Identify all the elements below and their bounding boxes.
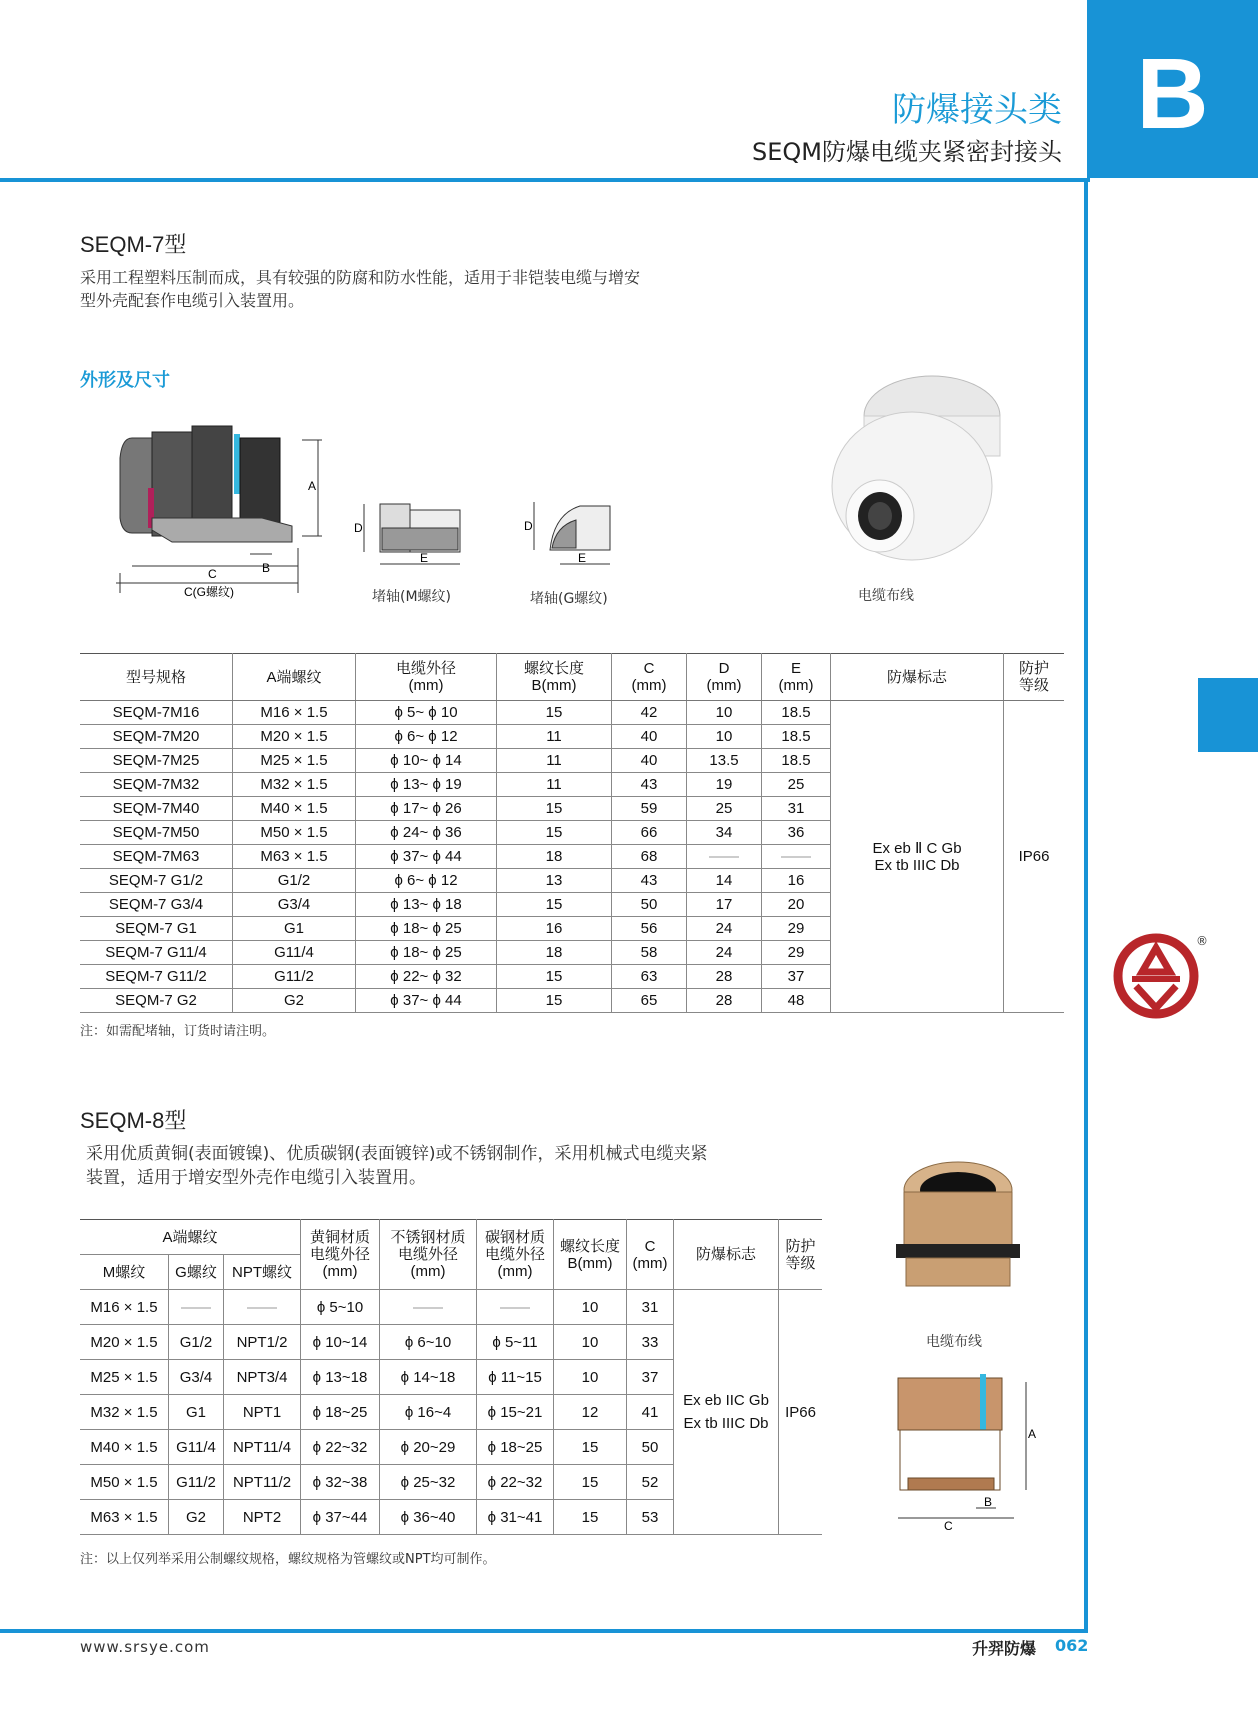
col-stainless: 不锈钢材质 电缆外径 (mm) [380, 1220, 477, 1290]
table-row [80, 701, 1064, 725]
seqm8-title: SEQM-8型 [80, 1108, 187, 1133]
table-cell: ϕ 17~ ϕ 26 [356, 797, 497, 821]
table-cell: 43 [612, 773, 687, 797]
table-cell: 37 [627, 1360, 674, 1395]
table-cell: 14 [687, 869, 762, 893]
table-cell: 18.5 [762, 725, 831, 749]
table-cell: ϕ 32~38 [301, 1465, 380, 1500]
table-cell: ϕ 16~4 [380, 1395, 477, 1430]
table-cell: G1 [169, 1395, 224, 1430]
ex-mark-cell [674, 1290, 779, 1535]
table-cell: 48 [762, 989, 831, 1013]
table-cell: 10 [554, 1290, 627, 1325]
table-cell: SEQM-7 G11/2 [80, 965, 233, 989]
table-cell: G11/4 [169, 1430, 224, 1465]
table-cell: ϕ 13~18 [301, 1360, 380, 1395]
table-cell: G1 [233, 917, 356, 941]
col-model: 型号规格 [80, 654, 233, 701]
table-cell: 16 [762, 869, 831, 893]
table-cell: 34 [687, 821, 762, 845]
plug-m-label-e: E [420, 551, 429, 565]
table-cell: 53 [627, 1500, 674, 1535]
col-carbon: 碳钢材质 电缆外径 (mm) [477, 1220, 554, 1290]
table-cell: NPT1 [224, 1395, 301, 1430]
protection-cell: IP66 [779, 1290, 823, 1535]
col-ex-mark: 防爆标志 [831, 654, 1004, 701]
table-cell: SEQM-7 G3/4 [80, 893, 233, 917]
table-cell: 25 [762, 773, 831, 797]
plug-g-label-e: E [578, 551, 587, 565]
table-cell: ϕ 5~11 [477, 1325, 554, 1360]
col-npt-thread: NPT螺纹 [224, 1255, 301, 1290]
seqm8-spec-table [80, 1219, 822, 1535]
table-cell: —— [169, 1290, 224, 1325]
table-cell: 18 [497, 845, 612, 869]
plug-m-label-d: D [354, 521, 363, 535]
table-cell: M25 × 1.5 [233, 749, 356, 773]
table-cell: 28 [687, 989, 762, 1013]
table-cell: SEQM-7M20 [80, 725, 233, 749]
seqm7-title: SEQM-7型 [80, 232, 187, 257]
caption-plug-m: 堵轴(M螺纹) [372, 589, 452, 605]
table-header-row [80, 1220, 822, 1255]
table-cell: M16 × 1.5 [80, 1290, 169, 1325]
col-protection: 防护 等级 [779, 1220, 823, 1290]
product-title: SEQM防爆电缆夹紧密封接头 [752, 138, 1062, 166]
table-cell: ϕ 15~21 [477, 1395, 554, 1430]
ex-mark-line1: Ex eb IIC Gb [683, 1392, 769, 1409]
table-cell: SEQM-7 G1 [80, 917, 233, 941]
protection-cell: IP66 [1004, 701, 1065, 1013]
table-cell: ϕ 6~ ϕ 12 [356, 725, 497, 749]
table-cell: 43 [612, 869, 687, 893]
seqm8-label-b: B [984, 1495, 993, 1509]
seqm7-product-photo [822, 356, 1022, 576]
table-cell: 19 [687, 773, 762, 797]
table-cell: SEQM-7M16 [80, 701, 233, 725]
table-cell: 11 [497, 773, 612, 797]
table-cell: ϕ 6~ ϕ 12 [356, 869, 497, 893]
col-a-thread: A端螺纹 [233, 654, 356, 701]
table-cell: 40 [612, 749, 687, 773]
col-ex-mark: 防爆标志 [674, 1220, 779, 1290]
table-cell: 15 [554, 1500, 627, 1535]
table-cell: ϕ 18~25 [301, 1395, 380, 1430]
table-cell: ϕ 37~ ϕ 44 [356, 989, 497, 1013]
table-cell: 50 [612, 893, 687, 917]
plug-m-drawing [350, 492, 470, 582]
ex-mark-line2: Ex tb IIIC Db [683, 1415, 769, 1432]
table-cell: 15 [554, 1430, 627, 1465]
table-cell: 10 [554, 1325, 627, 1360]
table-cell: NPT11/4 [224, 1430, 301, 1465]
label-cg: C(G螺纹) [184, 585, 234, 599]
seqm8-label-c: C [944, 1519, 953, 1533]
col-thread-len: 螺纹长度 B(mm) [554, 1220, 627, 1290]
table-cell: 18.5 [762, 749, 831, 773]
table-cell: 28 [687, 965, 762, 989]
table-cell: G1/2 [169, 1325, 224, 1360]
seqm7-note: 注：如需配堵轴，订货时请注明。 [80, 1024, 276, 1039]
table-cell: ϕ 18~ ϕ 25 [356, 941, 497, 965]
col-c: C (mm) [612, 654, 687, 701]
seqm8-section-drawing [890, 1366, 1040, 1536]
col-thread-len: 螺纹长度 B(mm) [497, 654, 612, 701]
table-cell: —— [380, 1290, 477, 1325]
brand-logo-icon [1112, 932, 1200, 1020]
table-cell: 42 [612, 701, 687, 725]
table-cell: M16 × 1.5 [233, 701, 356, 725]
table-cell: 31 [627, 1290, 674, 1325]
table-cell: M63 × 1.5 [233, 845, 356, 869]
category-title: 防爆接头类 [892, 90, 1062, 130]
seqm7-description-line1: 采用工程塑料压制而成，具有较强的防腐和防水性能，适用于非铠装电缆与增安 [80, 268, 641, 287]
table-cell: ϕ 22~32 [477, 1465, 554, 1500]
table-cell: NPT1/2 [224, 1325, 301, 1360]
table-cell: SEQM-7 G11/4 [80, 941, 233, 965]
table-cell: ϕ 6~10 [380, 1325, 477, 1360]
table-cell: 18.5 [762, 701, 831, 725]
table-cell: ϕ 37~ ϕ 44 [356, 845, 497, 869]
table-cell: ϕ 5~10 [301, 1290, 380, 1325]
table-cell: ϕ 14~18 [380, 1360, 477, 1395]
table-cell: M20 × 1.5 [233, 725, 356, 749]
table-cell: 15 [497, 965, 612, 989]
footer-website[interactable]: www.srsye.com [80, 1638, 210, 1656]
table-cell: 24 [687, 917, 762, 941]
right-border [1084, 178, 1088, 1633]
table-cell: 24 [687, 941, 762, 965]
col-protection: 防护 等级 [1004, 654, 1065, 701]
table-cell: 11 [497, 749, 612, 773]
table-cell: 15 [497, 893, 612, 917]
table-cell: G2 [233, 989, 356, 1013]
table-cell: —— [477, 1290, 554, 1325]
seqm8-note: 注：以上仅列举采用公制螺纹规格，螺纹规格为管螺纹或NPT均可制作。 [80, 1552, 496, 1567]
footer-divider [0, 1629, 1088, 1633]
table-cell: G11/4 [233, 941, 356, 965]
table-cell: ϕ 5~ ϕ 10 [356, 701, 497, 725]
table-cell: 58 [612, 941, 687, 965]
table-cell: SEQM-7M50 [80, 821, 233, 845]
col-c: C (mm) [627, 1220, 674, 1290]
table-cell: NPT3/4 [224, 1360, 301, 1395]
table-cell: ϕ 11~15 [477, 1360, 554, 1395]
table-cell: M40 × 1.5 [80, 1430, 169, 1465]
table-cell: ϕ 18~ ϕ 25 [356, 917, 497, 941]
page-number: 062 [1055, 1636, 1089, 1655]
ex-mark-line1: Ex eb Ⅱ C Gb [872, 840, 962, 857]
col-a-thread: A端螺纹 [80, 1220, 301, 1255]
table-cell: —— [687, 845, 762, 869]
table-cell: M63 × 1.5 [80, 1500, 169, 1535]
table-cell: 18 [497, 941, 612, 965]
ex-mark-line2: Ex tb IIIC Db [874, 857, 960, 874]
table-cell: ϕ 10~ ϕ 14 [356, 749, 497, 773]
table-cell: 25 [687, 797, 762, 821]
table-cell: 40 [612, 725, 687, 749]
table-cell: ϕ 37~44 [301, 1500, 380, 1535]
table-cell: 50 [627, 1430, 674, 1465]
table-cell: 52 [627, 1465, 674, 1500]
table-cell: —— [762, 845, 831, 869]
table-cell: NPT11/2 [224, 1465, 301, 1500]
table-cell: 20 [762, 893, 831, 917]
table-cell: —— [224, 1290, 301, 1325]
table-cell: G11/2 [169, 1465, 224, 1500]
table-row [80, 1290, 822, 1325]
table-cell: 15 [497, 821, 612, 845]
table-cell: 59 [612, 797, 687, 821]
seqm8-product-photo [888, 1156, 1028, 1306]
seqm8-description-line1: 采用优质黄铜(表面镀镍)、优质碳钢(表面镀锌)或不锈钢制作，采用机械式电缆夹紧 [86, 1144, 708, 1164]
table-cell: 12 [554, 1395, 627, 1430]
label-a: A [308, 479, 317, 493]
seqm8-photo-caption: 电缆布线 [926, 1334, 982, 1350]
table-cell: ϕ 24~ ϕ 36 [356, 821, 497, 845]
col-e: E (mm) [762, 654, 831, 701]
table-cell: 13.5 [687, 749, 762, 773]
table-cell: SEQM-7M32 [80, 773, 233, 797]
table-cell: 37 [762, 965, 831, 989]
col-brass: 黄铜材质 电缆外径 (mm) [301, 1220, 380, 1290]
table-cell: M32 × 1.5 [80, 1395, 169, 1430]
table-cell: SEQM-7 G2 [80, 989, 233, 1013]
registered-mark: ® [1196, 934, 1208, 948]
label-c: C [208, 567, 217, 581]
table-cell: ϕ 22~32 [301, 1430, 380, 1465]
table-cell: G3/4 [169, 1360, 224, 1395]
table-cell: 17 [687, 893, 762, 917]
col-cable-od: 电缆外径 (mm) [356, 654, 497, 701]
table-cell: 15 [554, 1465, 627, 1500]
caption-plug-g: 堵轴(G螺纹) [530, 591, 608, 607]
plug-g-drawing [520, 490, 620, 580]
table-cell: 33 [627, 1325, 674, 1360]
table-cell: 66 [612, 821, 687, 845]
table-cell: ϕ 18~25 [477, 1430, 554, 1465]
table-cell: 11 [497, 725, 612, 749]
table-cell: G2 [169, 1500, 224, 1535]
label-b: B [262, 561, 271, 575]
seqm8-description-line2: 装置，适用于增安型外壳作电缆引入装置用。 [86, 1168, 426, 1188]
header-divider [0, 178, 1090, 182]
table-cell: ϕ 31~41 [477, 1500, 554, 1535]
col-m-thread: M螺纹 [80, 1255, 169, 1290]
table-cell: 15 [497, 797, 612, 821]
col-g-thread: G螺纹 [169, 1255, 224, 1290]
table-cell: 16 [497, 917, 612, 941]
footer-brand: 升羿防爆 [972, 1639, 1037, 1658]
ex-mark-cell [831, 701, 1004, 1013]
section-letter: B [1136, 38, 1209, 150]
table-cell: ϕ 10~14 [301, 1325, 380, 1360]
seqm8-label-a: A [1028, 1427, 1037, 1441]
table-cell: 65 [612, 989, 687, 1013]
table-cell: 15 [497, 989, 612, 1013]
table-cell: 63 [612, 965, 687, 989]
seqm7-photo-caption: 电缆布线 [858, 588, 914, 604]
table-cell: G3/4 [233, 893, 356, 917]
table-cell: ϕ 13~ ϕ 19 [356, 773, 497, 797]
table-cell: SEQM-7M25 [80, 749, 233, 773]
table-cell: M20 × 1.5 [80, 1325, 169, 1360]
col-d: D (mm) [687, 654, 762, 701]
table-cell: M40 × 1.5 [233, 797, 356, 821]
table-cell: G1/2 [233, 869, 356, 893]
table-cell: 31 [762, 797, 831, 821]
table-cell: 10 [554, 1360, 627, 1395]
table-cell: M50 × 1.5 [233, 821, 356, 845]
table-cell: 10 [687, 725, 762, 749]
table-cell: ϕ 22~ ϕ 32 [356, 965, 497, 989]
table-cell: M25 × 1.5 [80, 1360, 169, 1395]
plug-g-label-d: D [524, 519, 533, 533]
table-cell: M50 × 1.5 [80, 1465, 169, 1500]
table-cell: 29 [762, 917, 831, 941]
table-cell: ϕ 20~29 [380, 1430, 477, 1465]
table-cell: 13 [497, 869, 612, 893]
side-tab [1198, 678, 1258, 752]
table-cell: SEQM-7M40 [80, 797, 233, 821]
table-cell: SEQM-7M63 [80, 845, 233, 869]
table-cell: NPT2 [224, 1500, 301, 1535]
table-cell: 10 [687, 701, 762, 725]
table-cell: SEQM-7 G1/2 [80, 869, 233, 893]
seqm7-description-line2: 型外壳配套作电缆引入装置用。 [80, 291, 305, 310]
seqm7-section-drawing [112, 418, 332, 608]
table-cell: 15 [497, 701, 612, 725]
table-cell: G11/2 [233, 965, 356, 989]
seqm7-spec-table [80, 653, 1064, 1013]
dimension-heading: 外形及尺寸 [80, 370, 170, 391]
table-cell: 56 [612, 917, 687, 941]
table-cell: M32 × 1.5 [233, 773, 356, 797]
table-cell: 41 [627, 1395, 674, 1430]
table-cell: 29 [762, 941, 831, 965]
table-cell: 36 [762, 821, 831, 845]
table-cell: ϕ 36~40 [380, 1500, 477, 1535]
table-header-row [80, 654, 1064, 701]
table-cell: ϕ 13~ ϕ 18 [356, 893, 497, 917]
table-cell: ϕ 25~32 [380, 1465, 477, 1500]
table-cell: 68 [612, 845, 687, 869]
